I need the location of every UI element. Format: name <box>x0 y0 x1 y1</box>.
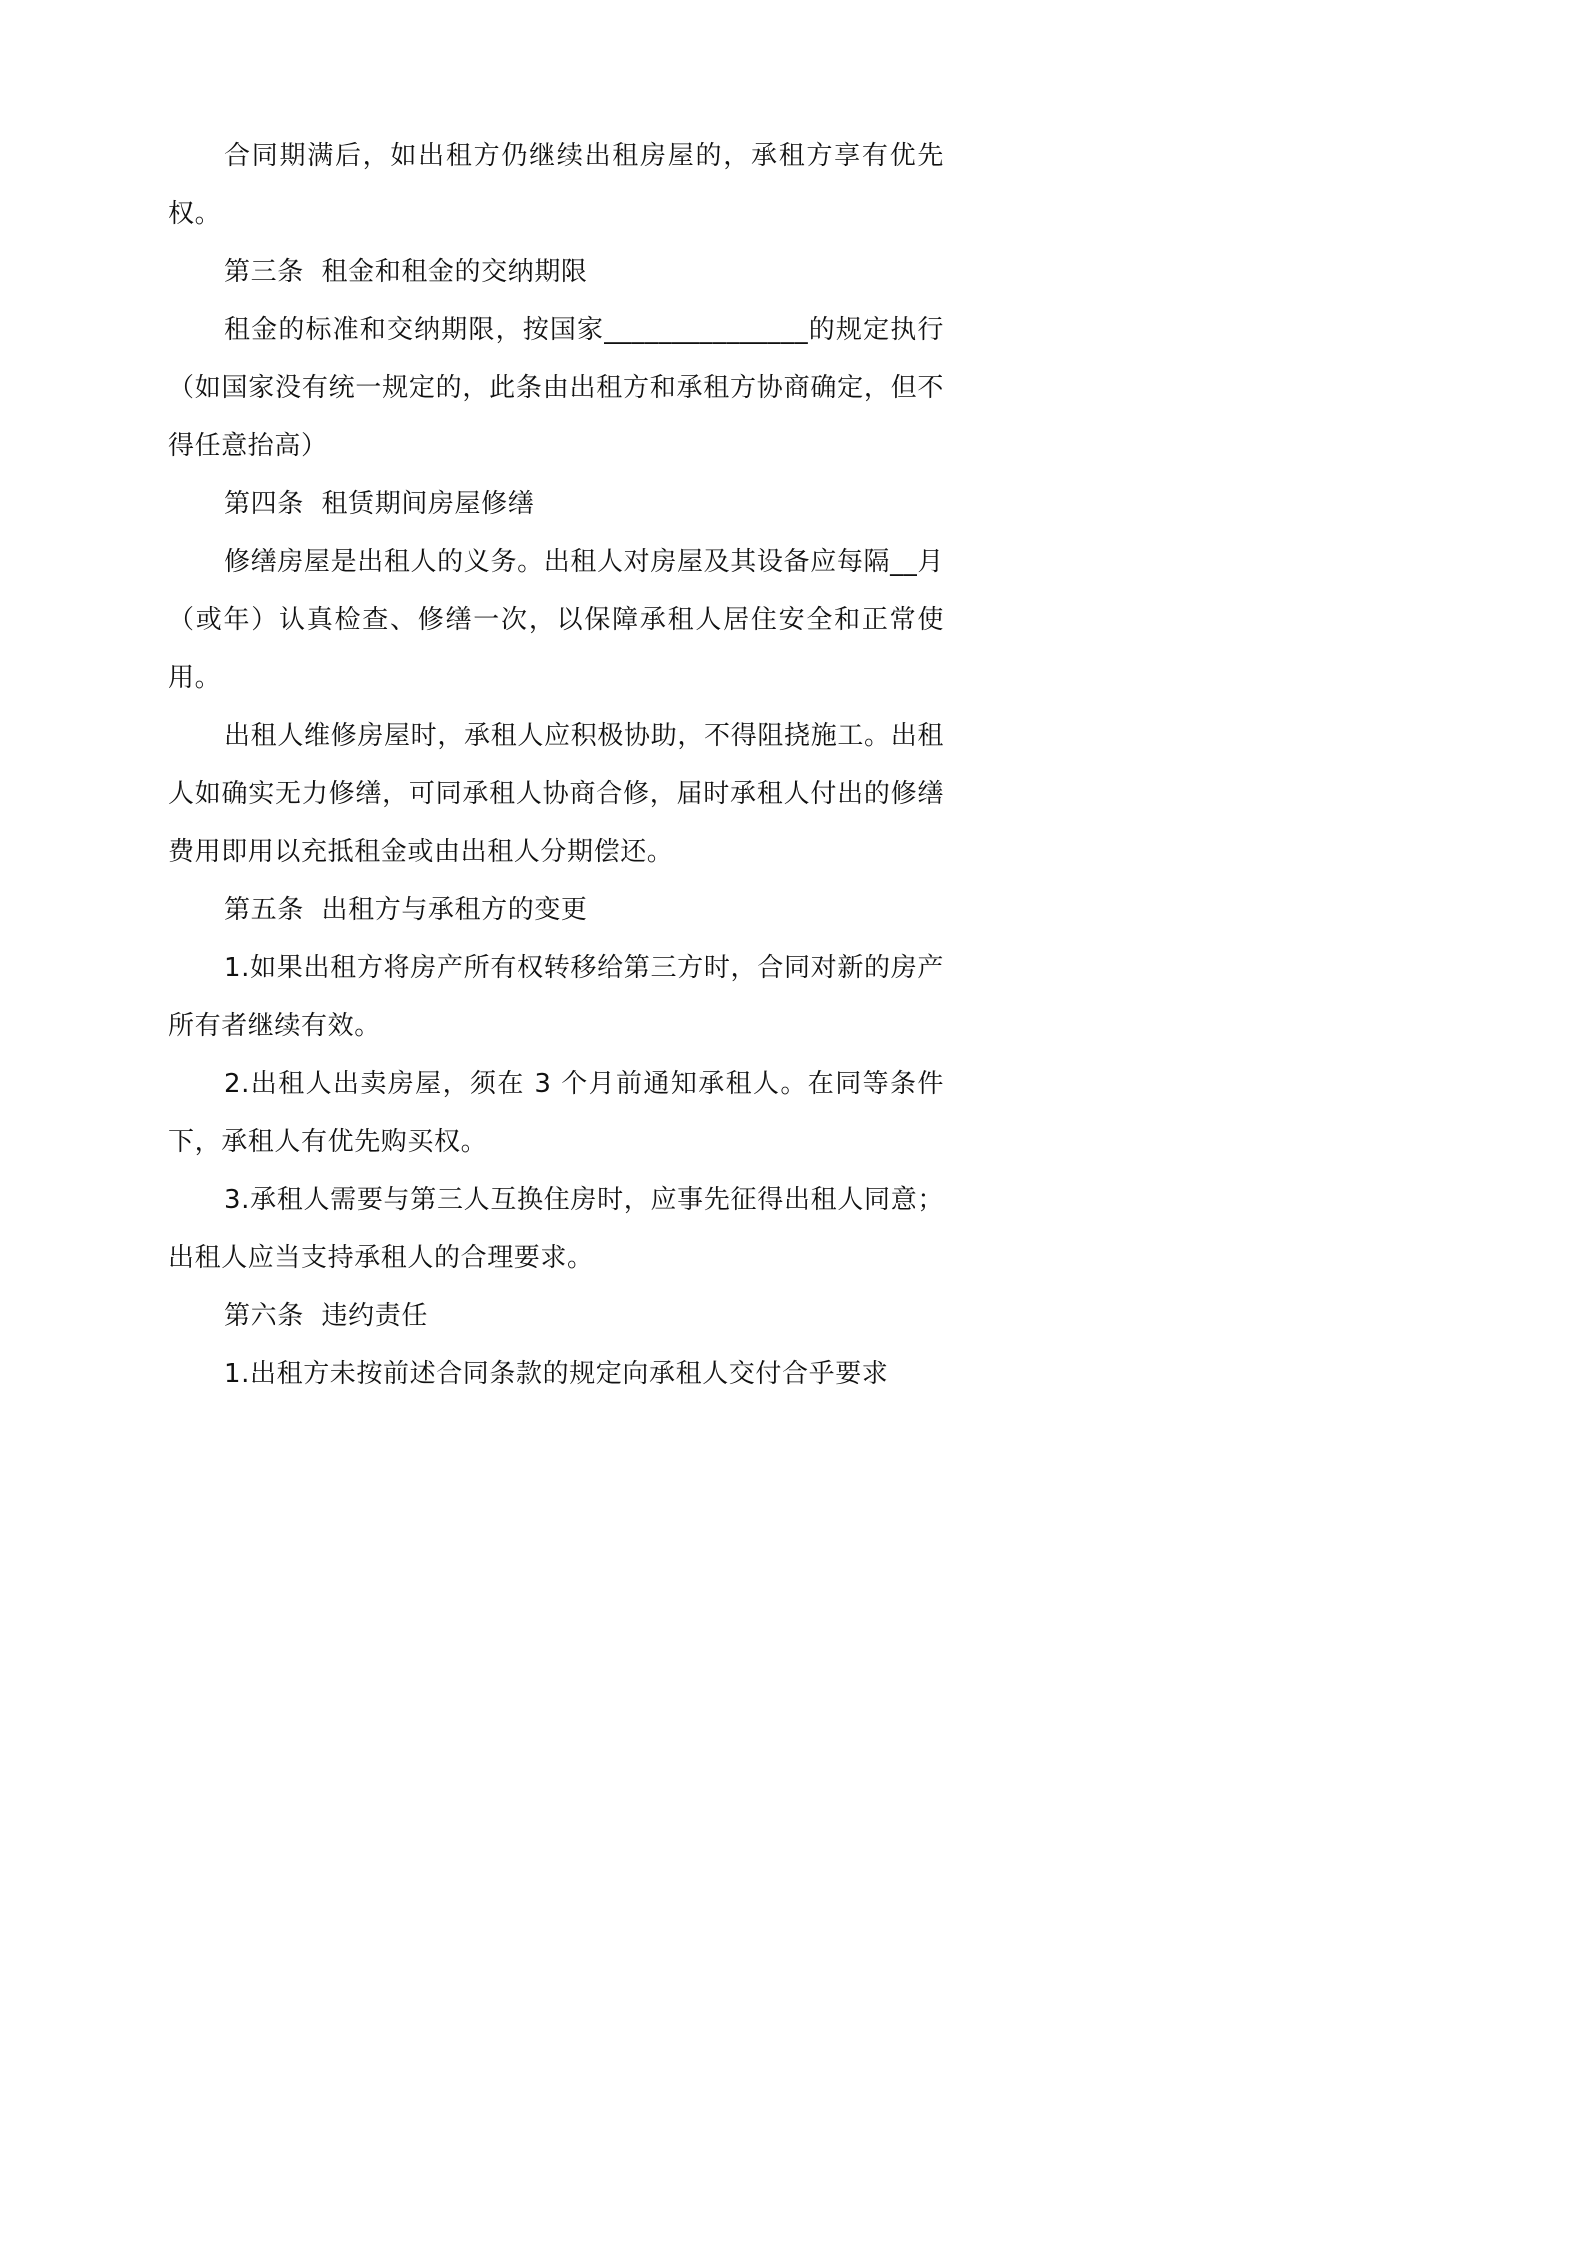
paragraph-repair-cooperation: 出租人维修房屋时，承租人应积极协助，不得阻挠施工。出租人如确实无力修缮，可同承租人协商合修，届时承租人付出的修缮费用即用以充抵租金或由出租人分期偿还。 <box>168 721 944 867</box>
paragraph-change-3: 3.承租人需要与第三人互换住房时，应事先征得出租人同意；出租人应当支持承租人的合理要求。 <box>168 1185 944 1273</box>
document-page <box>0 0 1110 1572</box>
paragraph-change-1: 1.如果出租方将房产所有权转移给第三方时，合同对新的房产所有者继续有效。 <box>168 953 944 1041</box>
article-6-heading: 第六条 违约责任 <box>224 1301 428 1331</box>
document-body <box>168 127 944 1403</box>
paragraph-liability-1: 1.出租方未按前述合同条款的规定向承租人交付合乎要求 <box>224 1359 889 1389</box>
paragraph-repair-duty: 修缮房屋是出租人的义务。出租人对房屋及其设备应每隔__月（或年）认真检查、修缮一次，以保障承租人居住安全和正常使用。 <box>168 547 944 693</box>
article-3-heading: 第三条 租金和租金的交纳期限 <box>224 257 588 287</box>
paragraph-rent-standard: 租金的标准和交纳期限，按国家_______________的规定执行（如国家没有统一规定的，此条由出租方和承租方协商确定，但不得任意抬高） <box>168 315 944 461</box>
article-4-heading: 第四条 租赁期间房屋修缮 <box>224 489 535 519</box>
paragraph-change-2: 2.出租人出卖房屋，须在 3 个月前通知承租人。在同等条件下，承租人有优先购买权。 <box>168 1069 944 1157</box>
paragraph-renewal-priority: 合同期满后，如出租方仍继续出租房屋的，承租方享有优先权。 <box>168 141 944 229</box>
article-5-heading: 第五条 出租方与承租方的变更 <box>224 895 588 925</box>
